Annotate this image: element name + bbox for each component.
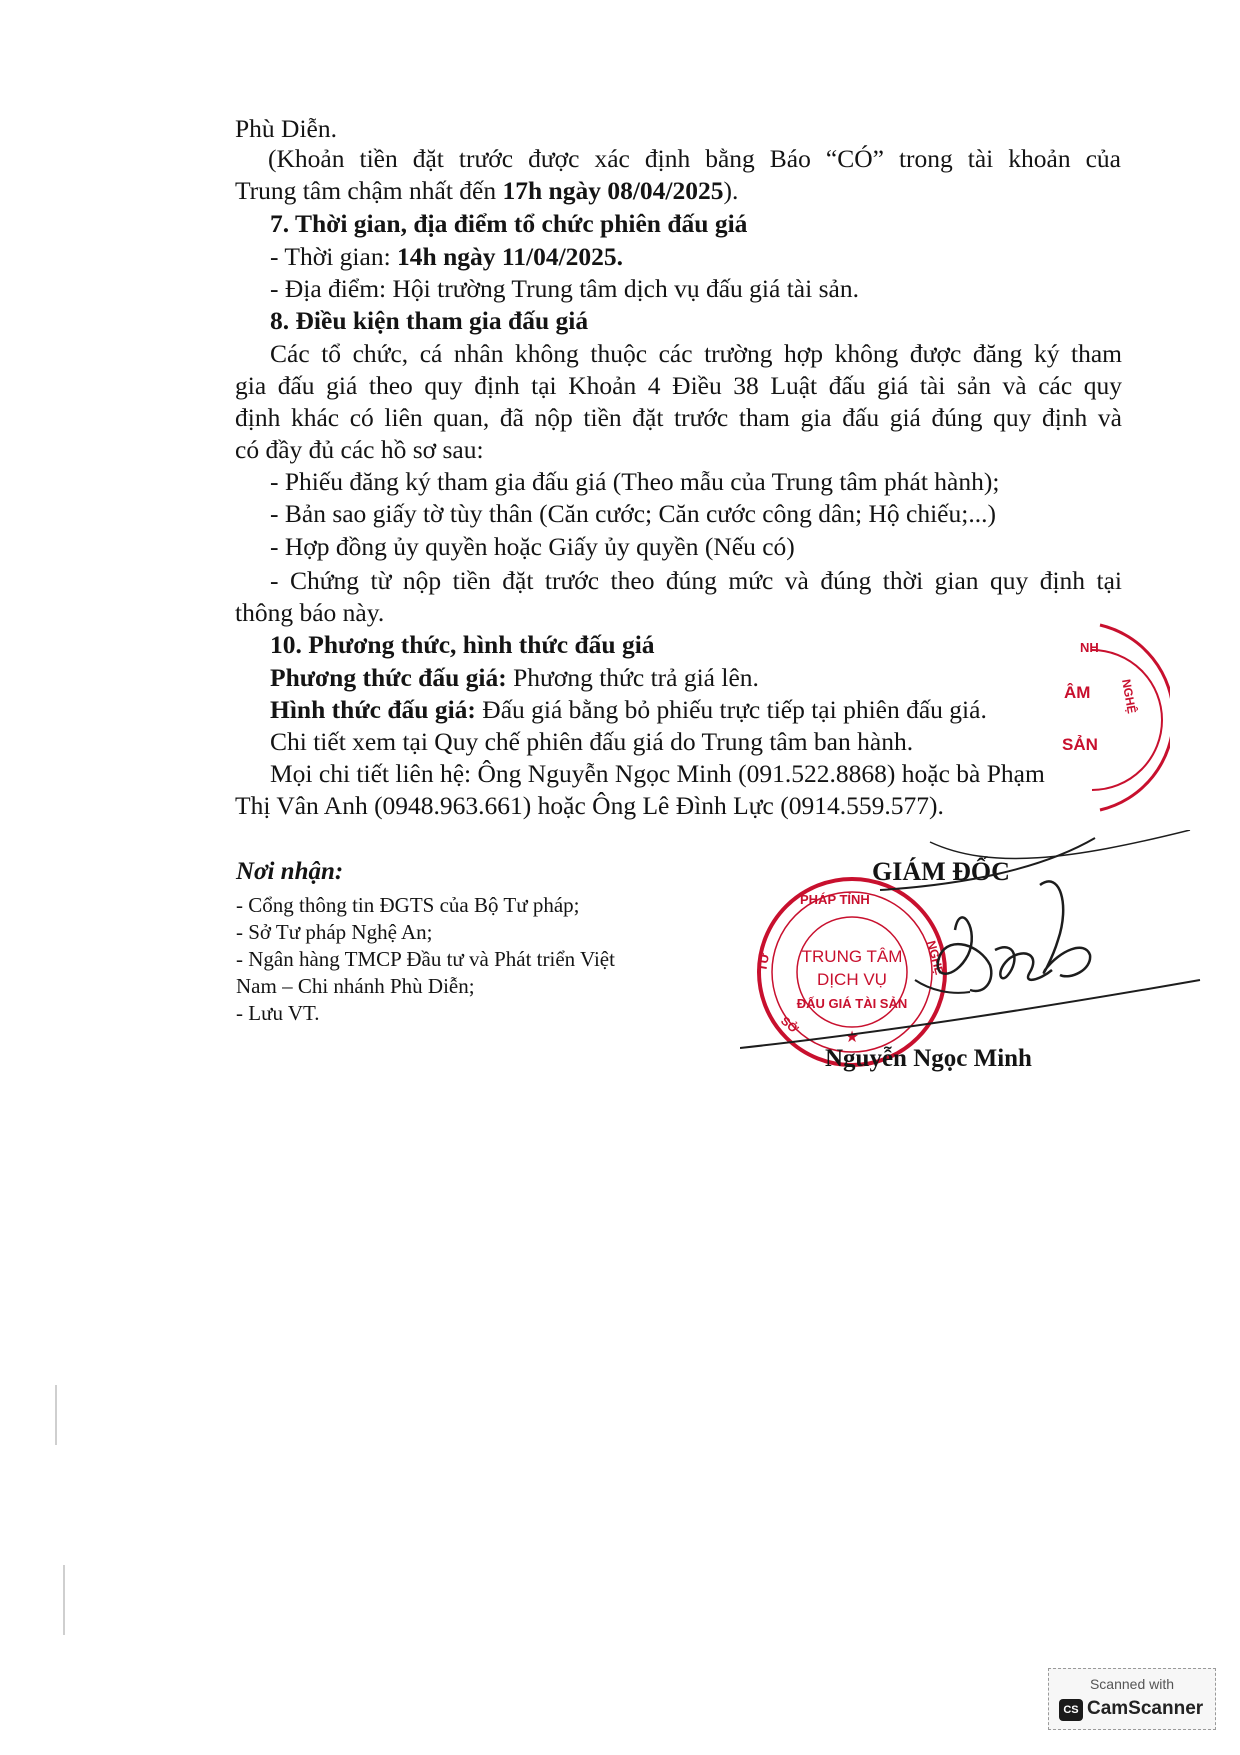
stamp-top-text: PHÁP TỈNH <box>800 892 870 907</box>
contact-line: Mọi chi tiết liên hệ: Ông Nguyễn Ngọc Minh (091.522.8868) hoặc bà Phạm <box>270 759 1045 788</box>
recipient-item: - Lưu VT. <box>236 1001 320 1025</box>
text-line: có đầy đủ các hồ sơ sau: <box>235 435 484 464</box>
text-line: (Khoản tiền đặt trước được xác định bằng Báo “CÓ” trong tài khoản của <box>268 144 1121 173</box>
recipients-title: Nơi nhận: <box>236 858 344 885</box>
section-10-title: 10. Phương thức, hình thức đấu giá <box>270 630 655 659</box>
signature-title: GIÁM ĐỐC <box>872 857 1010 886</box>
partial-stamp-text: SẢN <box>1062 735 1098 754</box>
text-line: định khác có liên quan, đã nộp tiền đặt trước tham gia đấu giá đúng quy định và <box>235 403 1122 432</box>
recipient-item: - Sở Tư pháp Nghệ An; <box>236 920 433 944</box>
stamp-bottom-text: SỞ <box>778 1013 802 1037</box>
camscanner-watermark <box>1048 1668 1216 1730</box>
scan-artifact <box>63 1565 65 1635</box>
contact-line: Thị Vân Anh (0948.963.661) hoặc Ông Lê Đình Lực (0914.559.577). <box>235 791 944 820</box>
text-line: Phù Diễn. <box>235 114 337 143</box>
section-7-time: - Thời gian: 14h ngày 11/04/2025. <box>270 242 624 271</box>
list-item: - Chứng từ nộp tiền đặt trước theo đúng mức và đúng thời gian quy định tại <box>270 566 1122 595</box>
camscanner-logo-icon: CS <box>1059 1699 1083 1721</box>
stamp-side-text: NGHỆ <box>924 939 947 977</box>
partial-stamp-text: NGHỆ <box>1119 678 1139 715</box>
section-7-place: - Địa điểm: Hội trường Trung tâm dịch vụ đấu giá tài sản. <box>270 274 859 303</box>
text-line: Chi tiết xem tại Quy chế phiên đấu giá do Trung tâm ban hành. <box>270 727 914 756</box>
partial-stamp <box>1060 620 1170 820</box>
recipient-item: Nam – Chi nhánh Phù Diễn; <box>236 974 475 998</box>
recipient-item: - Cổng thông tin ĐGTS của Bộ Tư pháp; <box>236 893 580 917</box>
stamp-line-2: DỊCH VỤ <box>817 970 887 989</box>
partial-stamp-text: ÂM <box>1064 683 1091 702</box>
text-line: Các tổ chức, cá nhân không thuộc các trường hợp không được đăng ký tham <box>270 339 1122 368</box>
section-7-title: 7. Thời gian, địa điểm tổ chức phiên đấu giá <box>270 209 748 238</box>
method-line: Phương thức đấu giá: Phương thức trả giá lên. <box>270 663 759 692</box>
text-line: thông báo này. <box>235 598 385 627</box>
stamp-side-text: TƯ <box>754 951 773 973</box>
stamp-star-icon: ★ <box>844 1029 860 1046</box>
text-line: Trung tâm chậm nhất đến 17h ngày 08/04/2025). <box>235 176 739 205</box>
form-line: Hình thức đấu giá: Đấu giá bằng bỏ phiếu trực tiếp tại phiên đấu giá. <box>270 695 987 724</box>
handwritten-signature <box>740 830 1210 1070</box>
list-item: - Hợp đồng ủy quyền hoặc Giấy ủy quyền (Nếu có) <box>270 532 795 561</box>
scan-artifact <box>55 1385 57 1445</box>
list-item: - Bản sao giấy tờ tùy thân (Căn cước; Căn cước công dân; Hộ chiếu;...) <box>270 499 996 528</box>
signer-name: Nguyễn Ngọc Minh <box>825 1045 1032 1072</box>
text-line: gia đấu giá theo quy định tại Khoản 4 Điều 38 Luật đấu giá tài sản và các quy <box>235 371 1122 400</box>
recipient-item: - Ngân hàng TMCP Đầu tư và Phát triển Việt <box>236 947 615 971</box>
camscanner-name: CamScanner <box>1087 1698 1204 1719</box>
stamp-line-3: ĐẤU GIÁ TÀI SẢN <box>796 996 908 1011</box>
partial-stamp-text: NH <box>1080 640 1099 655</box>
scanned-with-label: Scanned with <box>1089 1676 1175 1692</box>
list-item: - Phiếu đăng ký tham gia đấu giá (Theo mẫu của Trung tâm phát hành); <box>270 467 1000 496</box>
stamp-line-1: TRUNG TÂM <box>801 947 903 966</box>
section-8-title: 8. Điều kiện tham gia đấu giá <box>270 306 589 335</box>
